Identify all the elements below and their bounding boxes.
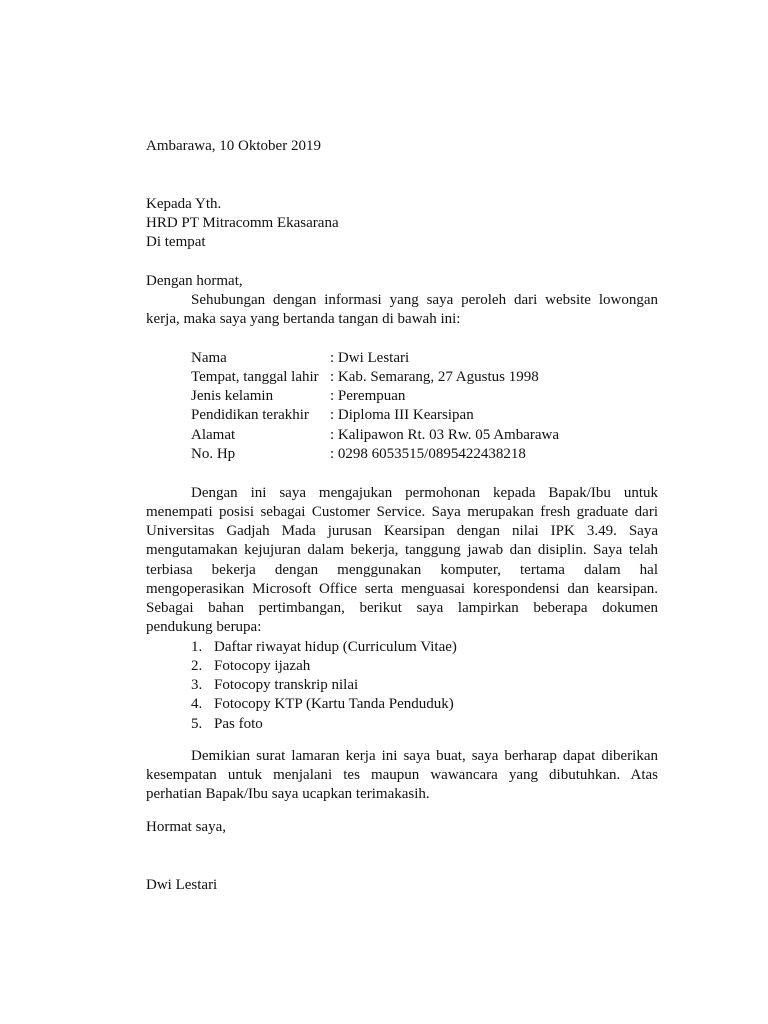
list-number: 1. [191, 639, 203, 655]
list-number: 2. [191, 658, 203, 674]
body-line: mengoperasikan Microsoft Office serta menguasai korespondensi dan kearsipan. [146, 581, 658, 597]
signature-name: Dwi Lestari [146, 877, 218, 893]
recipient-line: Kepada Yth. [146, 196, 222, 212]
field-label: Alamat [191, 427, 236, 443]
place-date: Ambarawa, 10 Oktober 2019 [146, 138, 321, 154]
body-line: Sebagai bahan pertimbangan, berikut saya lampirkan beberapa dokumen [146, 600, 658, 616]
field-value: : 0298 6053515/0895422438218 [330, 446, 526, 462]
list-number: 5. [191, 716, 203, 732]
body-line: Universitas Gadjah Mada jurusan Kearsipan dengan nilai IPK 3.49. Saya [146, 523, 658, 539]
list-item: Fotocopy KTP (Kartu Tanda Penduduk) [214, 696, 454, 712]
closing-line: perhatian Bapak/Ibu saya ucapkan terimakasih. [146, 786, 430, 802]
field-value: : Kalipawon Rt. 03 Rw. 05 Ambarawa [330, 427, 559, 443]
list-number: 3. [191, 677, 203, 693]
field-value: : Dwi Lestari [330, 350, 410, 366]
field-label: Tempat, tanggal lahir [191, 369, 319, 385]
list-item: Daftar riwayat hidup (Curriculum Vitae) [214, 639, 457, 655]
field-label: Jenis kelamin [191, 388, 274, 404]
field-label: No. Hp [191, 446, 236, 462]
body-line: Dengan ini saya mengajukan permohonan kepada Bapak/Ibu untuk [191, 485, 658, 501]
body-line: menempati posisi sebagai Customer Service. Saya merupakan fresh graduate dari [146, 504, 658, 520]
list-number: 4. [191, 696, 203, 712]
recipient-line: HRD PT Mitracomm Ekasarana [146, 215, 339, 231]
field-value: : Kab. Semarang, 27 Agustus 1998 [330, 369, 539, 385]
body-line: mengutamakan kejujuran dalam bekerja, tanggung jawab dan disiplin. Saya telah [146, 542, 658, 558]
recipient-line: Di tempat [146, 234, 206, 250]
intro-line: Sehubungan dengan informasi yang saya peroleh dari website lowongan [191, 292, 658, 308]
intro-line: kerja, maka saya yang bertanda tangan di bawah ini: [146, 311, 461, 327]
body-line: terbiasa bekerja dengan menggunakan komputer, tertama dalam hal [146, 562, 658, 578]
list-item: Pas foto [214, 716, 263, 732]
signoff: Hormat saya, [146, 819, 226, 835]
field-label: Nama [191, 350, 227, 366]
field-value: : Diploma III Kearsipan [330, 407, 474, 423]
body-line: pendukung berupa: [146, 619, 262, 635]
closing-line: kesempatan untuk menjalani tes maupun wawancara yang dibutuhkan. Atas [146, 767, 658, 783]
field-value: : Perempuan [330, 388, 406, 404]
field-label: Pendidikan terakhir [191, 407, 309, 423]
closing-line: Demikian surat lamaran kerja ini saya buat, saya berharap dapat diberikan [191, 748, 658, 764]
list-item: Fotocopy transkrip nilai [214, 677, 359, 693]
list-item: Fotocopy ijazah [214, 658, 311, 674]
greeting: Dengan hormat, [146, 273, 243, 289]
